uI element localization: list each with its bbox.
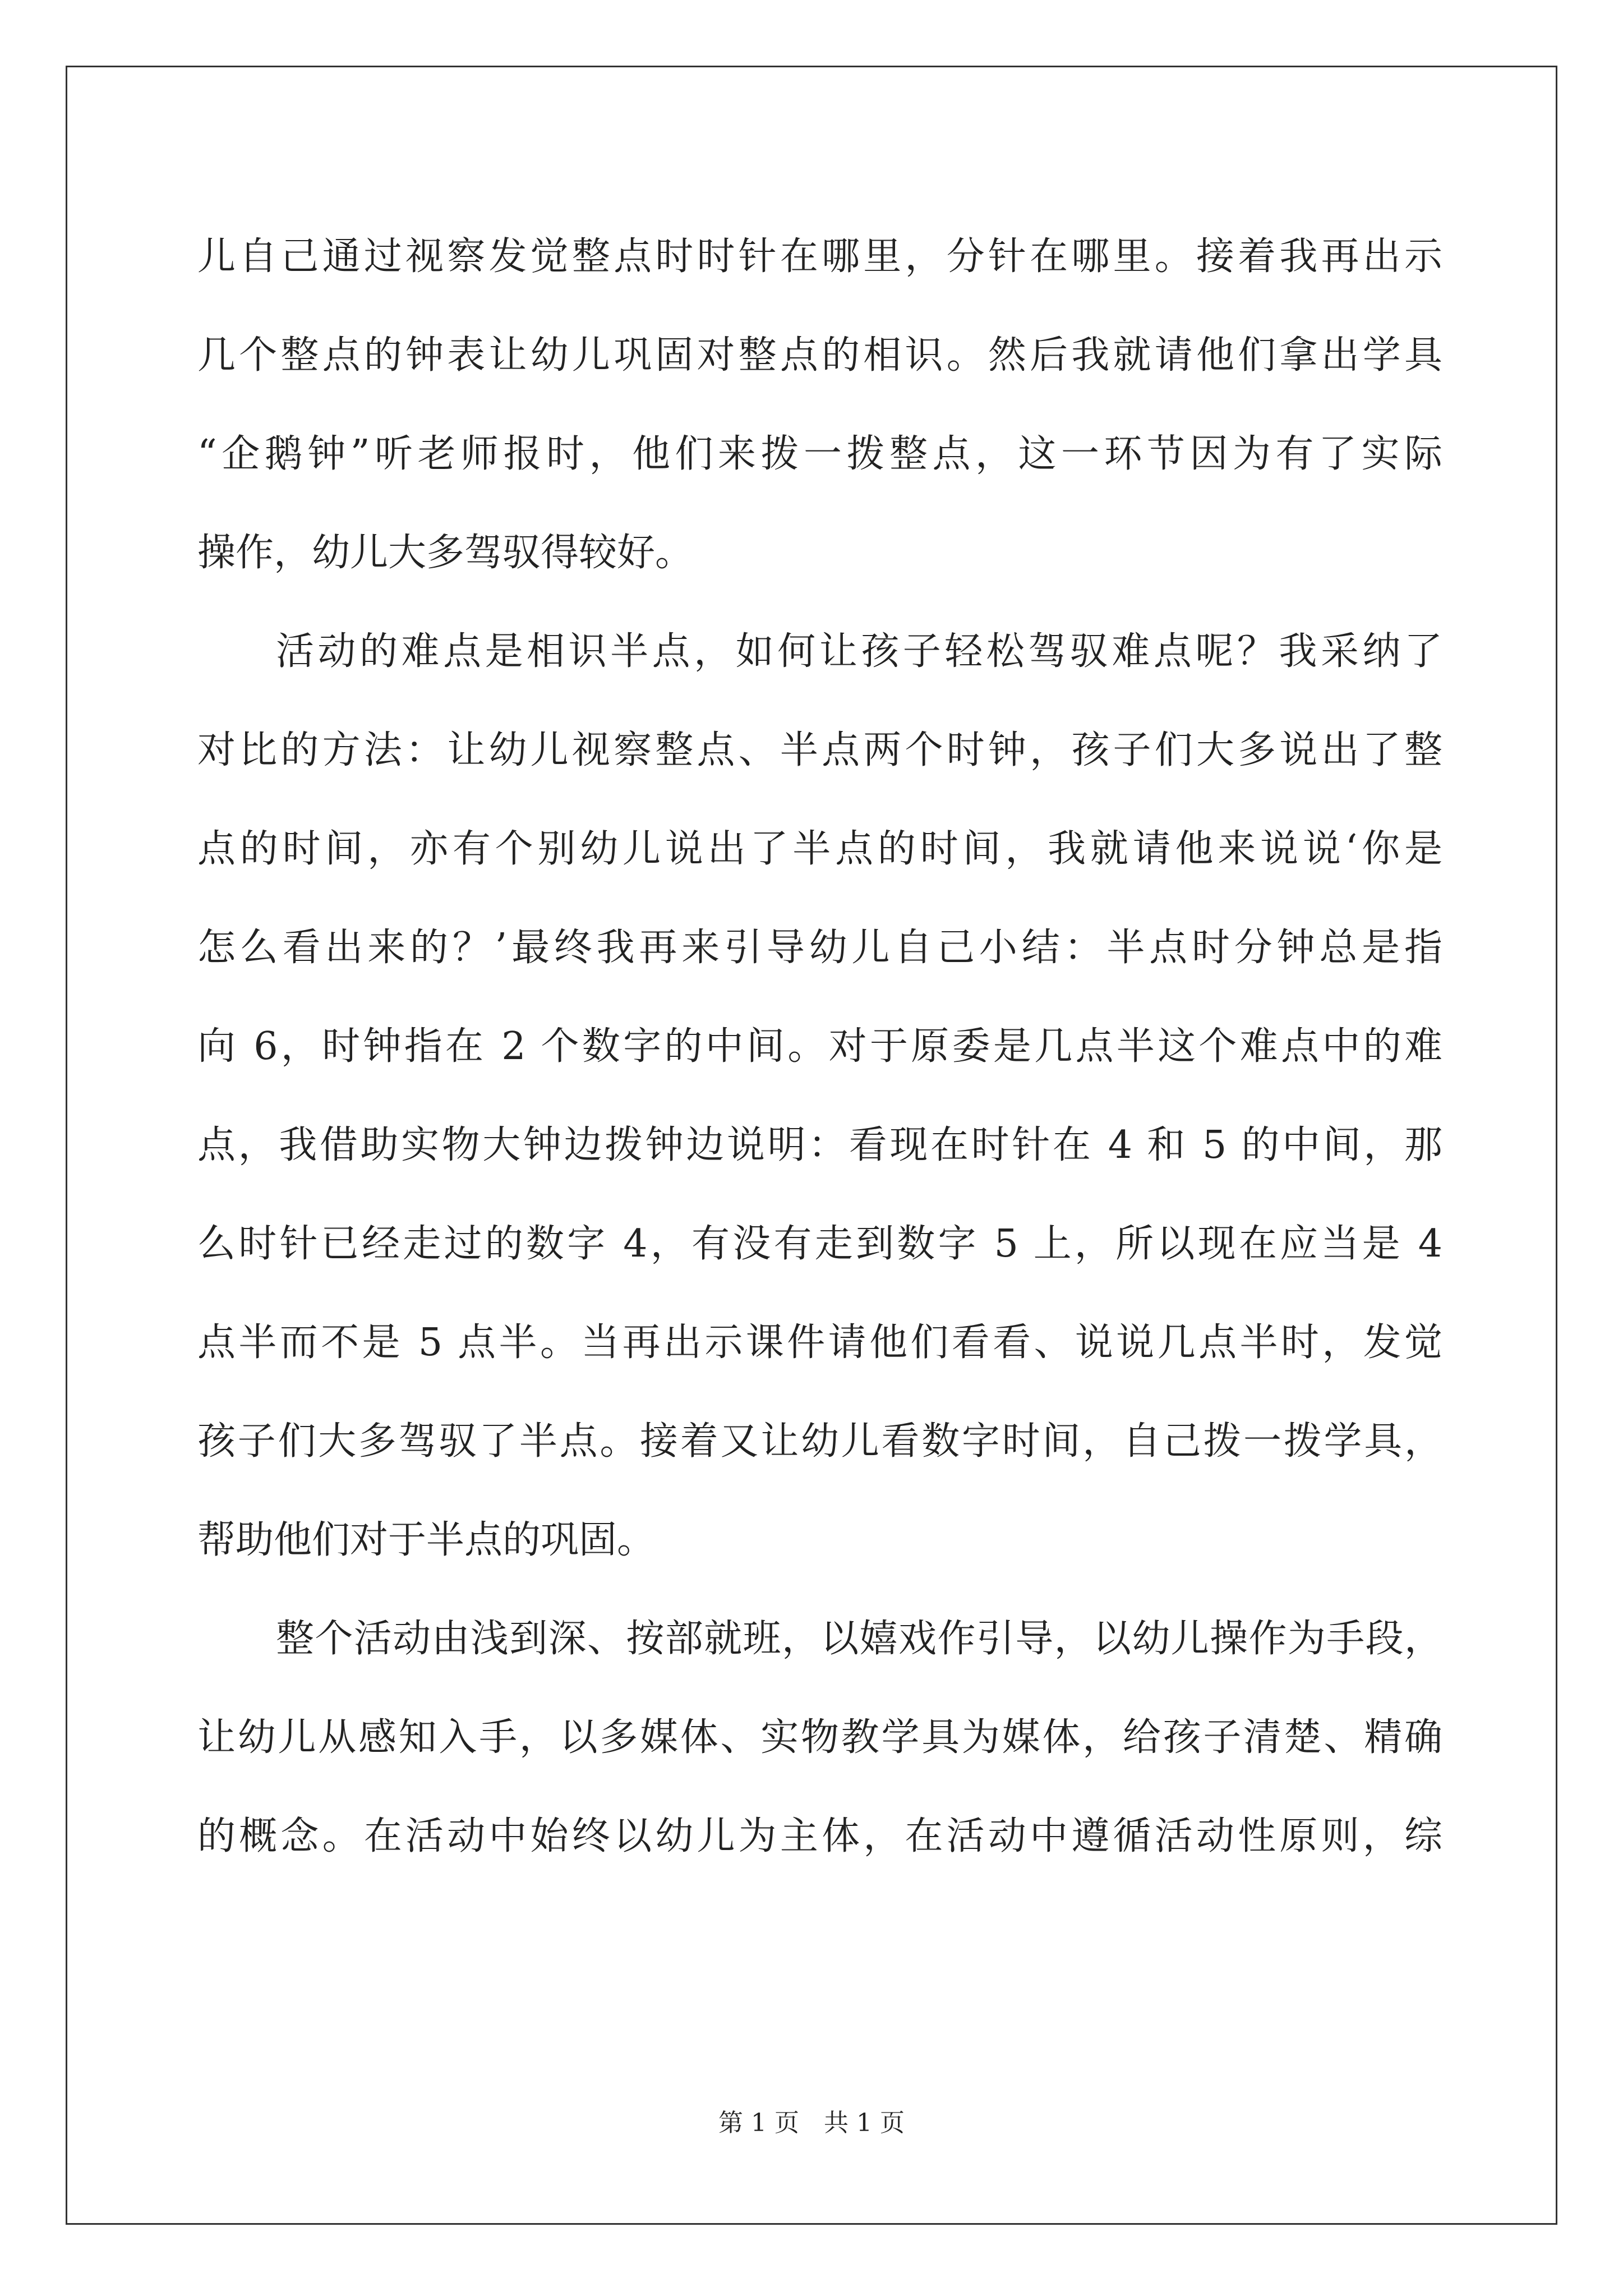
text-line: 几个整点的钟表让幼儿巩固对整点的相识。然后我就请他们拿出学具 (197, 333, 1442, 378)
text-line: 让幼儿从感知入手，以多媒体、实物教学具为媒体，给孩子清楚、精确 (197, 1715, 1442, 1760)
text-line: 点，我借助实物大钟边拨钟边说明：看现在时针在 4 和 5 的中间，那 (197, 1123, 1442, 1167)
text-line: 儿自己通过视察发觉整点时时针在哪里，分针在哪里。接着我再出示 (197, 234, 1442, 279)
text-line: 操作，幼儿大多驾驭得较好。 (197, 531, 694, 575)
paragraph-2 (197, 602, 1442, 1590)
text-line: “企鹅钟”听老师报时，他们来拨一拨整点，这一环节因为有了实际 (197, 432, 1442, 476)
text-line: 孩子们大多驾驭了半点。接着又让幼儿看数字时间，自己拨一拨学具， (197, 1419, 1442, 1464)
text-line: 帮助他们对于半点的巩固。 (197, 1518, 656, 1562)
text-line: 向 6，时钟指在 2 个数字的中间。对于原委是几点半这个难点中的难 (197, 1024, 1442, 1069)
text-line: 怎么看出来的？’最终我再来引导幼儿自己小结：半点时分钟总是指 (197, 926, 1442, 970)
document-body (197, 208, 1442, 1886)
text-line: 点的时间，亦有个别幼儿说出了半点的时间，我就请他来说说‘你是 (197, 827, 1442, 871)
text-line: 活动的难点是相识半点，如何让孩子轻松驾驭难点呢？我采纳了 (276, 629, 1442, 674)
text-line: 整个活动由浅到深、按部就班，以嬉戏作引导，以幼儿操作为手段， (276, 1617, 1442, 1661)
paragraph-3 (197, 1590, 1442, 1886)
text-line: 点半而不是 5 点半。当再出示课件请他们看看、说说几点半时，发觉 (197, 1320, 1442, 1365)
page-footer: 第 1 页 共 1 页 (718, 2109, 905, 2137)
text-line: 的概念。在活动中始终以幼儿为主体，在活动中遵循活动性原则，综 (197, 1814, 1442, 1858)
paragraph-1 (197, 208, 1442, 602)
text-line: 么时针已经走过的数字 4，有没有走到数字 5 上，所以现在应当是 4 (197, 1222, 1442, 1266)
text-line: 对比的方法：让幼儿视察整点、半点两个时钟，孩子们大多说出了整 (197, 728, 1442, 772)
